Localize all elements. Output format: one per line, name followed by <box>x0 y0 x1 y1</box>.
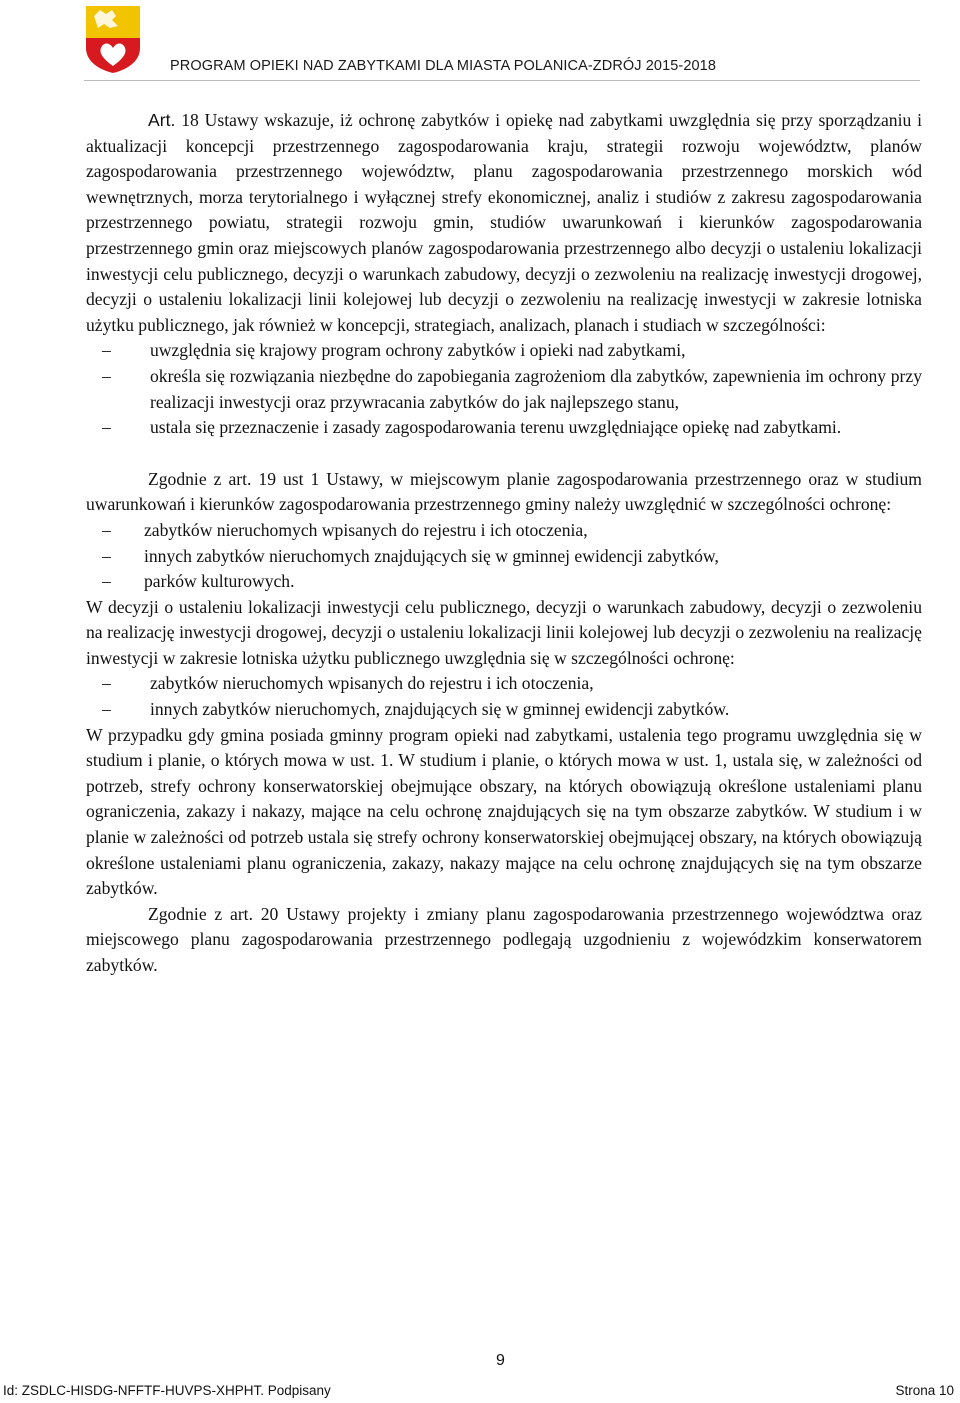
list-item <box>86 415 922 441</box>
list-item <box>86 697 922 723</box>
page-number: 9 <box>496 1352 505 1369</box>
list-item <box>86 518 922 544</box>
list-item-text: uwzględnia się krajowy program ochrony zabytków i opieki nad zabytkami, <box>150 340 686 361</box>
list-item <box>86 364 922 415</box>
dash-bullet: – <box>102 340 111 361</box>
document-header-title: PROGRAM OPIEKI NAD ZABYTKAMI DLA MIASTA POLANICA-ZDRÓJ 2015-2018 <box>170 58 717 74</box>
dash-bullet: – <box>102 571 111 592</box>
dash-bullet: – <box>102 699 111 720</box>
document-id: Id: ZSDLC-HISDG-NFFTF-HUVPS-XHPHT. Podpisany <box>3 1383 331 1398</box>
dash-list-art-19 <box>86 518 922 595</box>
list-item-text: zabytków nieruchomych wpisanych do rejestru i ich otoczenia, <box>144 519 588 540</box>
paragraph-lead: Art. <box>148 110 176 130</box>
list-item-text: parków kulturowych. <box>144 571 295 592</box>
dash-bullet: – <box>102 365 111 386</box>
paragraph-decyzja: W decyzji o ustaleniu lokalizacji inwestycji celu publicznego, decyzji o warunkach zabudowy, decyzji o zezwoleniu na realizację inwestycji drogowej, decyzji o ustaleniu lokalizacji linii kolejowej lub decyzji o zezwoleniu na realizację inwestycji w zakresie lotniska użytku publicznego uwzględnia się w szczególności ochronę: <box>86 596 922 668</box>
list-item <box>86 544 922 570</box>
dash-bullet: – <box>102 673 111 694</box>
paragraph-text: 18 Ustawy wskazuje, iż ochronę zabytków i opiekę nad zabytkami uwzględnia się przy sporządzaniu i aktualizacji koncepcji przestrzennego zagospodarowania kraju, strategii rozwoju województw, planów zagospodarowania przestrzennego województw, planu zagospodarowania przestrzennego morskich wód wewnętrznych, morza terytorialnego i wyłącznej strefy ekonomicznej, analiz i studiów z zakresu zagospodarowania przestrzennego powiatu, strategii rozwoju gmin, studiów uwarunkowań i kierunków zagospodarowania przestrzennego gmin oraz miejscowych planów zagospodarowania przestrzennego albo decyzji o ustaleniu lokalizacji inwestycji celu publicznego, decyzji o warunkach zabudowy, decyzji o zezwoleniu na realizację inwestycji drogowej, decyzji o ustaleniu lokalizacji linii kolejowej lub decyzji o zezwoleniu na realizację inwestycji w zakresie lotniska użytku publicznego, jak również w koncepcji, strategiach, analizach, planach i studiach w szczególności: <box>86 110 922 335</box>
dash-list-decyzja <box>86 671 922 722</box>
dash-list-art-18 <box>86 338 922 440</box>
list-item <box>86 338 922 364</box>
municipal-crest-icon <box>84 4 142 74</box>
list-item-text: określa się rozwiązania niezbędne do zapobiegania zagrożeniom dla zabytków, zapewnienia im ochrony przy realizacji inwestycji oraz przywracania zabytków do jak najlepszego stanu, <box>150 365 922 412</box>
spacer <box>86 441 922 467</box>
list-item-text: ustala się przeznaczenie i zasady zagospodarowania terenu uwzględniające opiekę nad zabytkami. <box>150 417 842 438</box>
dash-bullet: – <box>102 545 111 566</box>
dash-bullet: – <box>102 519 111 540</box>
list-item <box>86 569 922 595</box>
list-item-text: zabytków nieruchomych wpisanych do rejestru i ich otoczenia, <box>150 673 594 694</box>
paragraph-gminny-program: W przypadku gdy gmina posiada gminny program opieki nad zabytkami, ustalenia tego programu uwzględnia się w studium i planie, o których mowa w ust. 1. W studium i planie, o których mowa w ust. 1, ustala się, w zależności od potrzeb, strefy ochrony konserwatorskiej obejmujące obszary, na których obowiązują określone ustaleniami planu ograniczenia, zakazy i nakazy, mające na celu ochronę znajdujących się na tym obszarze zabytków. W studium i w planie w zależności od potrzeb ustala się strefy ochrony konserwatorskiej obejmującej obszary, na których obowiązują określone ustaleniami planu ograniczenia, zakazy, nakazy mające na celu ochronę znajdujących się na tym obszarze zabytków. <box>86 724 922 899</box>
list-item-text: innych zabytków nieruchomych, znajdujących się w gminnej ewidencji zabytków. <box>150 699 730 720</box>
header-divider <box>84 80 920 81</box>
list-item-text: innych zabytków nieruchomych znajdujących się w gminnej ewidencji zabytków, <box>144 545 719 566</box>
dash-bullet: – <box>102 417 111 438</box>
list-item <box>86 671 922 697</box>
page-label: Strona 10 <box>895 1383 954 1398</box>
paragraph-art-19: Zgodnie z art. 19 ust 1 Ustawy, w miejscowym planie zagospodarowania przestrzennego oraz w studium uwarunkowań i kierunków zagospodarowania przestrzennego gminy należy uwzględnić w szczególności ochronę: <box>86 468 922 515</box>
document-body <box>86 108 922 979</box>
paragraph-art-20: Zgodnie z art. 20 Ustawy projekty i zmiany planu zagospodarowania przestrzennego województwa oraz miejscowego planu zagospodarowania przestrzennego podlegają uzgodnieniu z wojewódzkim konserwatorem zabytków. <box>86 903 922 975</box>
paragraph-art-18 <box>86 108 922 338</box>
